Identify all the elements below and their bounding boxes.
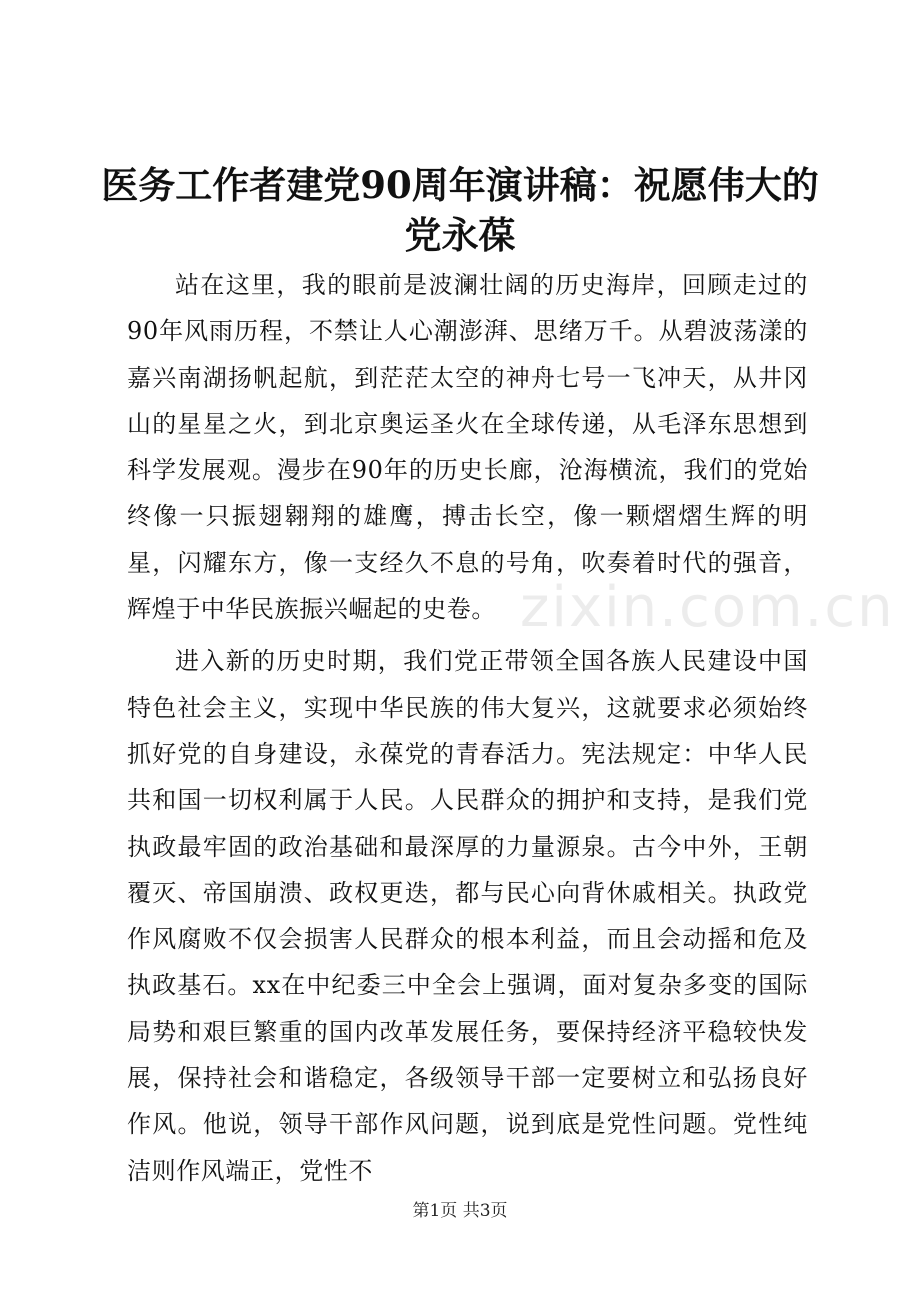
paragraph-2: 进入新的历史时期，我们党正带领全国各族人民建设中国特色社会主义，实现中华民族的伟大复兴，这就要求必须始终抓好党的自身建设，永葆党的青春活力。宪法规定：中华人民共和国一切权利属于人民。人民群众的拥护和支持，是我们党执政最牢固的政治基础和最深厚的力量源泉。古今中外，王朝覆灭、帝国崩溃、政权更迭，都与民心向背休戚相关。执政党作风腐败不仅会损害人民群众的根本利益，而且会动摇和危及执政基石。xx在中纪委三中全会上强调，面对复杂多变的国际局势和艰巨繁重的国内改革发展任务，要保持经济平稳较快发展，保持社会和谐稳定，各级领导干部一定要树立和弘扬良好作风。他说，领导干部作风问题，说到底是党性问题。党性纯洁则作风端正，党性不 bbox=[127, 647, 808, 1185]
document-body bbox=[127, 262, 808, 1194]
watermark: zixin.com.cn bbox=[520, 575, 895, 640]
paragraph-1: 站在这里，我的眼前是波澜壮阔的历史海岸，回顾走过的90年风雨历程，不禁让人心潮澎湃、思绪万千。从碧波荡漾的嘉兴南湖扬帆起航，到茫茫太空的神舟七号一飞冲天，从井冈山的星星之火，到北京奥运圣火在全球传递，从毛泽东思想到科学发展观。漫步在90年的历史长廊，沧海横流，我们的党始终像一只振翅翱翔的雄鹰，搏击长空，像一颗熠熠生辉的明星，闪耀东方，像一支经久不息的号角，吹奏着时代的强音，辉煌于中华民族振兴崛起的史卷。 bbox=[127, 271, 808, 624]
document-title: 医务工作者建党90周年演讲稿：祝愿伟大的党永葆 bbox=[101, 163, 819, 257]
page-footer: 第1页 共3页 bbox=[412, 1201, 508, 1221]
